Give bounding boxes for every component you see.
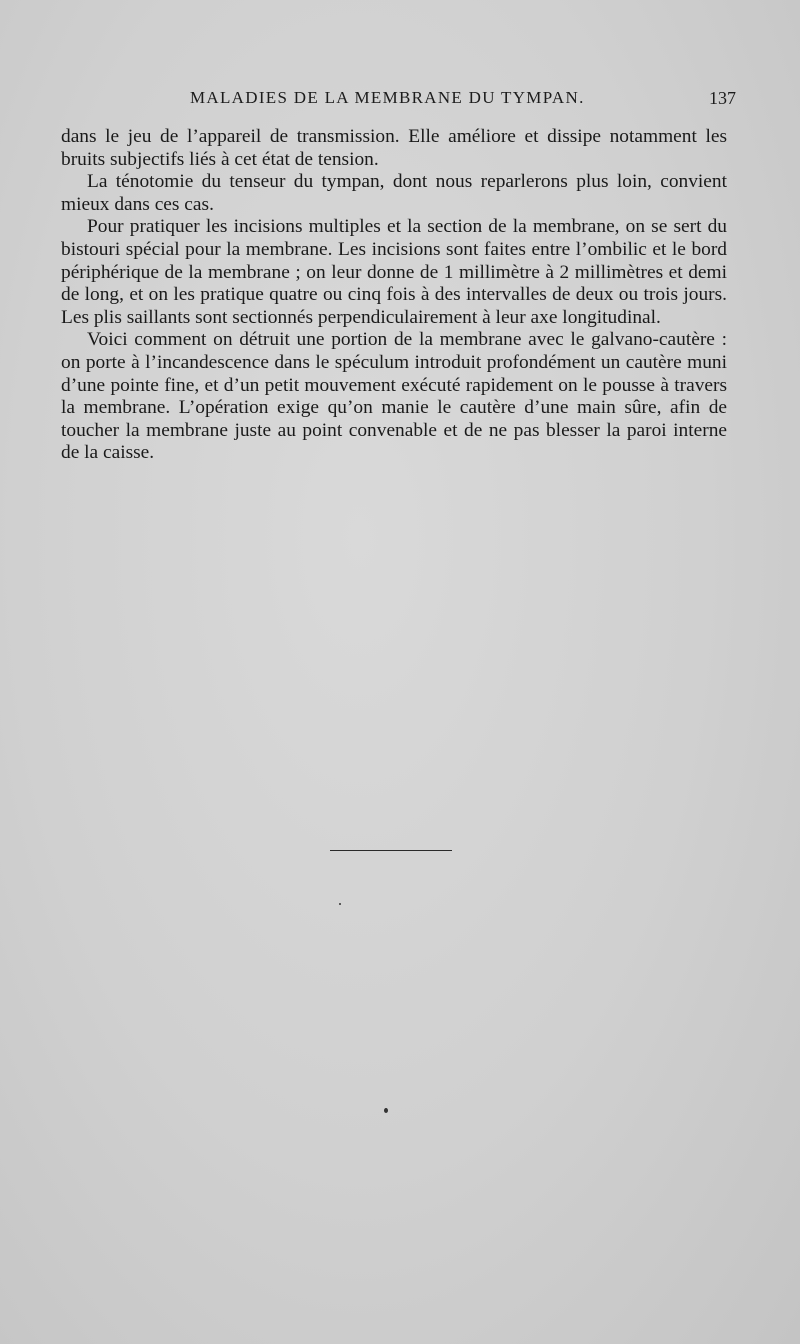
running-head [60,88,740,112]
running-title: MALADIES DE LA MEMBRANE DU TYMPAN. [190,88,585,107]
body-text [61,126,727,465]
ink-speck [339,903,341,905]
paragraph-1: dans le jeu de l’appareil de transmission. Elle améliore et dissipe notamment les bruits subjectifs liés à cet état de tension. [61,126,727,170]
section-end-rule [330,850,452,851]
paragraph-3: Pour pratiquer les incisions multiples et la section de la membrane, on se sert du bistouri spécial pour la membrane. Les incisions sont faites entre l’ombilic et le bord périphérique de la membrane ; on leur donne de 1 millimètre à 2 millimètres et demi de long, et on les pratique quatre ou cinq fois à des intervalles de deux ou trois jours. Les plis saillants sont sectionnés perpendiculairement à leur axe longitudinal. [61,216,727,328]
paragraph-4: Voici comment on détruit une portion de la membrane avec le galvano-cautère : on porte à l’incandescence dans le spéculum introduit profondément un cautère muni d’une pointe fine, et d’un petit mouvement exécuté rapidement on le pousse à travers la membrane. L’opération exige qu’on manie le cautère d’une main sûre, afin de toucher la membrane juste au point convenable et de ne pas blesser la paroi interne de la caisse. [61,329,727,464]
paragraph-2: La ténotomie du tenseur du tympan, dont nous reparlerons plus loin, convient mieux dans ces cas. [61,171,727,215]
ink-speck [384,1108,388,1113]
page-number: 137 [709,88,736,108]
